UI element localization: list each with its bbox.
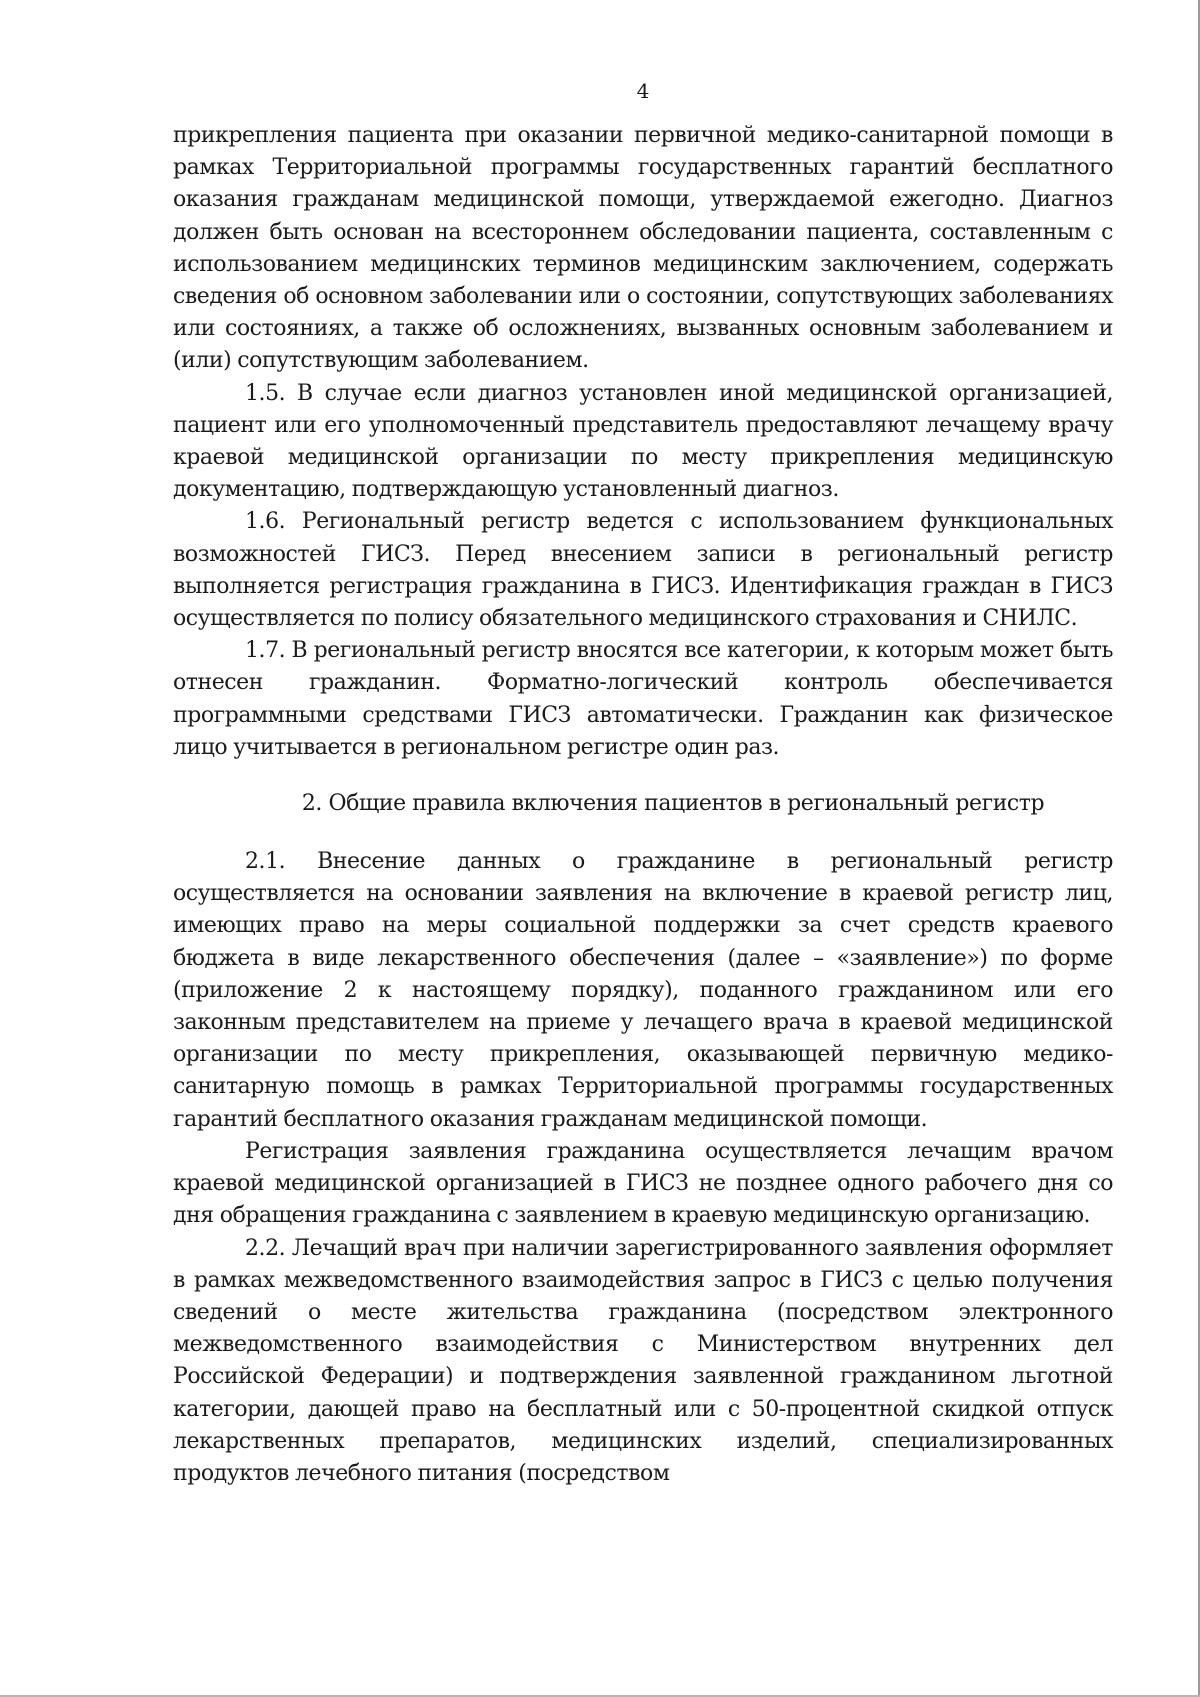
paragraph-1-5: 1.5. В случае если диагноз установлен иной медицинской организацией, пациент или его уполномоченный представитель предоставляют лечащему врачу краевой медицинской организации по месту прикрепления медицинскую документацию, подтверждающую установленный диагноз. bbox=[173, 380, 1113, 503]
paragraph-1-6: 1.6. Региональный регистр ведется с использованием функциональных возможностей ГИСЗ. Перед внесением записи в региональный регистр выполняется регистрация гражданина в ГИСЗ. Идентификация граждан в ГИСЗ осуществляется по полису обязательного медицинского страхования и СНИЛС. bbox=[173, 509, 1113, 632]
section-heading: 2. Общие правила включения пациентов в региональный регистр bbox=[301, 791, 1045, 817]
paragraph-2-2: 2.2. Лечащий врач при наличии зарегистрированного заявления оформляет в рамках межведомственного взаимодействия запрос в ГИСЗ с целью получения сведений о месте жительства гражданина (посредством электронного межведомственного взаимодействия с Министерством внутренних дел Российской Федерации) и подтверждения заявленной гражданином льготной категории, дающей право на бесплатный или с 50-процентной скидкой отпуск лекарственных препаратов, медицинских изделий, специализированных продуктов лечебного питания (посредством bbox=[173, 1235, 1113, 1486]
document-page bbox=[173, 76, 1113, 1490]
paragraph-continuation: прикрепления пациента при оказании первичной медико-санитарной помощи в рамках Территориальной программы государственных гарантий бесплатного оказания гражданам медицинской помощи, утверждаемой ежегодно. Диагноз должен быть основан на всестороннем обследовании пациента, составленным с использованием медицинских терминов медицинским заключением, содержать сведения об основном заболевании или о состоянии, сопутствующих заболеваниях или состояниях, а также об осложнениях, вызванных основным заболеванием и (или) сопутствующим заболеванием. bbox=[173, 123, 1113, 374]
page-number: 4 bbox=[636, 79, 650, 103]
paragraph-1-7: 1.7. В региональный регистр вносятся все категории, к которым может быть отнесен гражданин. Форматно-логический контроль обеспечивается программными средствами ГИСЗ автоматически. Гражданин как физическое лицо учитывается в региональном регистре один раз. bbox=[173, 638, 1113, 760]
paragraph-2-1: 2.1. Внесение данных о гражданине в региональный регистр осуществляется на основании заявления на включение в краевой регистр лиц, имеющих право на меры социальной поддержки за счет средств краевого бюджета в виде лекарственного обеспечения (далее – «заявление») по форме (приложение 2 к настоящему порядку), поданного гражданином или его законным представителем на приеме у лечащего врача в краевой медицинской организации по месту прикрепления, оказывающей первичную медико-санитарную помощь в рамках Территориальной программы государственных гарантий бесплатного оказания гражданам медицинской помощи. bbox=[173, 849, 1113, 1132]
paragraph-registration: Регистрация заявления гражданина осуществляется лечащим врачом краевой медицинской организацией в ГИСЗ не позднее одного рабочего дня со дня обращения гражданина с заявлением в краевую медицинскую организацию. bbox=[173, 1138, 1113, 1229]
